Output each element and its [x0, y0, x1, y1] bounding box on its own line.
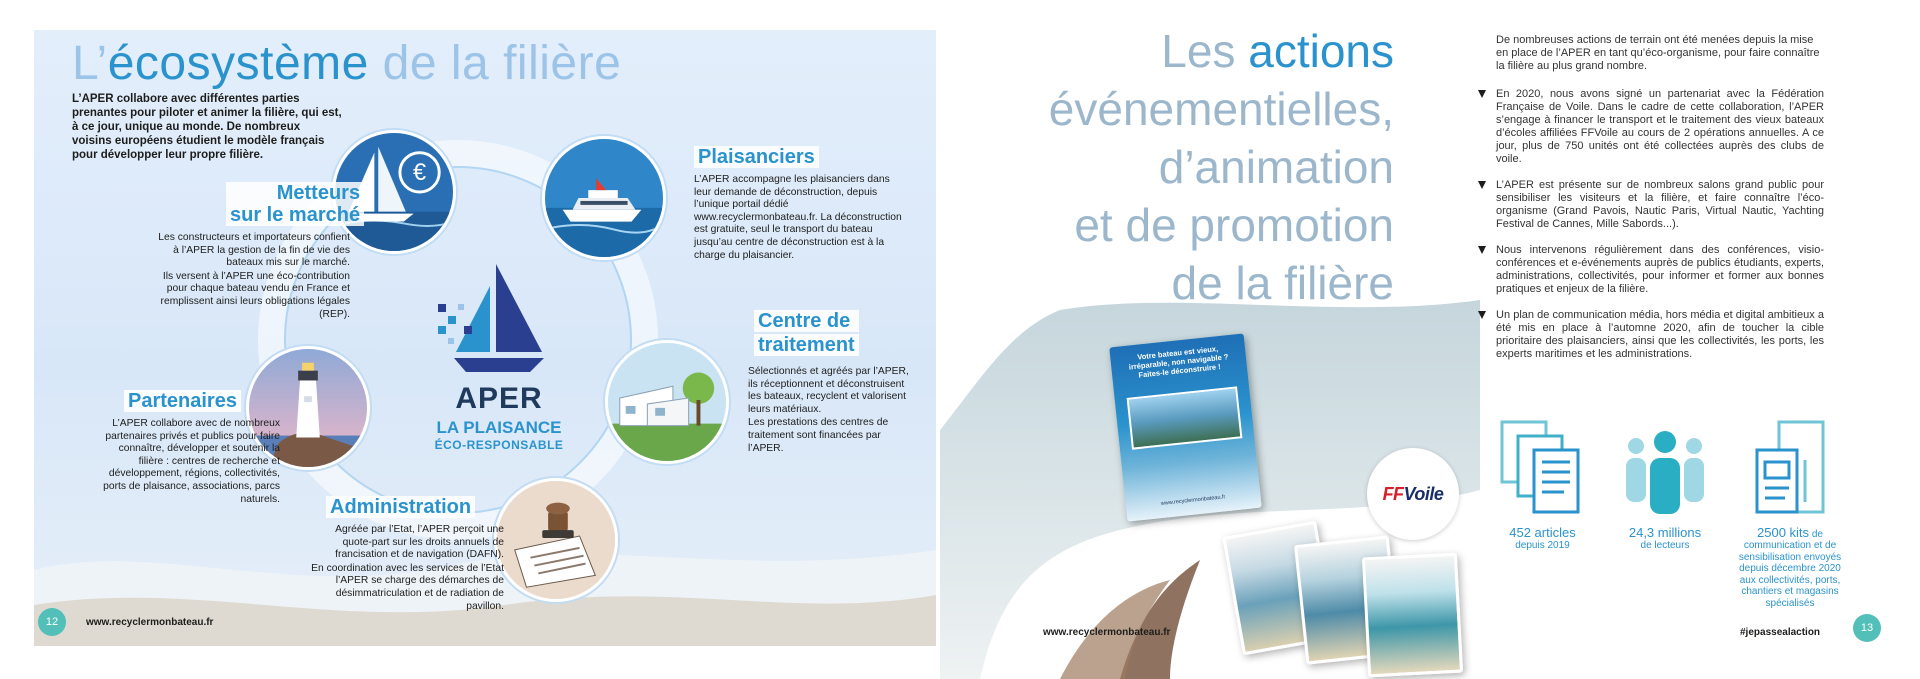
right-page-title: Les actions événementielles, d’animation et de promotion de la filière: [1048, 25, 1394, 309]
triangle-bullet-icon: [1478, 90, 1486, 98]
plaisanciers-text: L’APER accompagne les plaisanciers dans leur demande de déconstruction, depuis l’unique portail dédié www.recyclermonbateau.fr. La déconstruction est gratuite, seul le transport du bateau jusqu’au centre de déconstruction est à la charge du plaisancier.: [694, 174, 902, 261]
centre-title: Centre de traitement: [750, 310, 863, 358]
stamp-document-illustration: [494, 478, 618, 602]
administration-title: Administration: [326, 496, 475, 518]
list-item: Nous intervenons régulièrement dans des conférences, visio-conférences et e-événements auprès de publics étudiants, experts, administrations, collectivités, pour informer et former aux bonnes pratiques et enjeux de la filière.: [1478, 244, 1824, 296]
aper-logo: [424, 260, 574, 480]
postcard: [1362, 553, 1463, 678]
articles-caption: depuis 2019: [1515, 540, 1570, 551]
plaisanciers-title: Plaisanciers: [694, 146, 819, 168]
brochure-photo: [1127, 386, 1243, 449]
footer-hashtag: #jepassealaction: [1740, 627, 1821, 638]
intro-text: L’APER collabore avec différentes parties prenantes pour piloter et animer la filière, qui est, à ce jour, unique au monde. De nombreux voisins européens étudient le modèle français pour développer leur propre filière.: [72, 93, 342, 161]
triangle-bullet-icon: [1478, 246, 1486, 254]
page-number: 12: [38, 608, 66, 636]
left-page: [34, 30, 936, 646]
triangle-bullet-icon: [1478, 311, 1486, 319]
readers-count: 24,3 millions: [1628, 525, 1702, 540]
centre-text: Sélectionnés et agréés par l’APER, ils réceptionnent et déconstruisent les bateaux, recyclent et valorisent leurs matériaux. Les prestations des centres de traitement sont financées par l’APER.: [748, 366, 909, 454]
metteurs-text: Les constructeurs et importateurs confient à l’APER la gestion de la fin de vie des bateaux mis sur le marché. Ils versent à l’APER une éco-contribution pour chaque bateau vendu en France et remplissent ainsi leurs obligations légales (REP).: [158, 232, 350, 320]
brochure-url: www.recyclermonbateau.fr: [1160, 494, 1226, 507]
triangle-bullet-icon: [1478, 181, 1486, 189]
ffvoile-logo: FFVoile: [1367, 448, 1459, 540]
list-item: Un plan de communication média, hors média et digital ambitieux a été mis en place à l’automne 2020, afin de toucher la cible prioritaire des plaisanciers, ainsi que les collectivités, les ports, les experts maritimes et les administrations.: [1478, 309, 1824, 361]
readers-caption: de lecteurs: [1640, 540, 1690, 551]
articles-icon: [1500, 420, 1580, 515]
logo-name: APER: [455, 382, 543, 415]
kits-icon: [1755, 420, 1825, 515]
articles-count: 452 articles: [1509, 525, 1576, 540]
page-number: 13: [1853, 614, 1881, 642]
yacht-illustration: [542, 136, 666, 260]
treatment-center-illustration: [605, 340, 729, 464]
aper-logo-mark: [434, 260, 554, 380]
kits-caption: communication et de sensibilisation envoyés depuis décembre 2020 aux collectivités, ports, chantiers et magasins spécialisés: [1738, 540, 1842, 609]
svg-text:€: €: [413, 160, 427, 187]
partenaires-title: Partenaires: [124, 390, 241, 412]
logo-tagline-sub: ÉCO-RESPONSABLE: [434, 438, 564, 452]
page-title: L’écosystème de la filière: [72, 37, 622, 90]
brochure-headline: Votre bateau est vieux, irréparable, non navigable ? Faites-le déconstruire !: [1128, 344, 1229, 380]
logo-tagline: LA PLAISANCE: [436, 418, 562, 437]
brochure: [1109, 333, 1262, 521]
right-intro-text: De nombreuses actions de terrain ont été menées depuis la mise en place de l’APER en tant qu’éco-organisme, pour faire connaître la filière au plus grand nombre.: [1496, 34, 1820, 72]
administration-text: Agréée par l’Etat, l’APER perçoit une quote-part sur les droits annuels de francisation et de navigation (DAFN). En coordination avec les services de l’Etat l’APER se charge des démarches de désimmatriculation et de radiation de pavillon.: [311, 524, 504, 612]
list-item: En 2020, nous avons signé un partenariat avec la Fédération Française de Voile. Dans le cadre de cette collaboration, l’APER s’engage à financer le transport et le traitement des vieux bateaux d’écoles affiliées FFVoile au cours de 2 opérations annuelles. A ce jour, plus de 750 unités ont été collectées auprès des clubs de voile.: [1478, 88, 1824, 166]
kits-count: 2500 kits de: [1757, 525, 1823, 540]
readers-icon: [1622, 430, 1708, 515]
actions-list: [1478, 88, 1824, 374]
partenaires-text: L’APER collabore avec de nombreux partenaires privés et publics pour faire connaître, développer et soutenir la filière : centres de recherche et développement, régions, collectivités, ports de plaisance, associations, parcs naturels.: [103, 418, 280, 505]
metteurs-title: Metteurs sur le marché: [222, 182, 368, 226]
list-item: L’APER est présente sur de nombreux salons grand public pour sensibiliser les visiteurs et la filière, et faire connaître l’éco-organisme (Grand Pavois, Nautic Paris, Virtual Nautic, Yachting Festival de Cannes, Mille Sabords...).: [1478, 179, 1824, 231]
footer-url: www.recyclermonbateau.fr: [1043, 627, 1171, 638]
footer-url: www.recyclermonbateau.fr: [86, 617, 214, 628]
